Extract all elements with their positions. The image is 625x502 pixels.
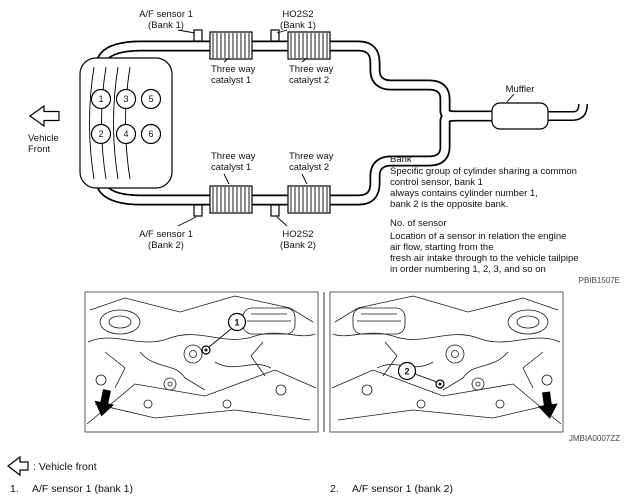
svg-text:bank 2 is the opposite bank.: bank 2 is the opposite bank. [390, 199, 509, 210]
svg-text:catalyst 1: catalyst 1 [211, 75, 252, 86]
svg-text:catalyst 2: catalyst 2 [289, 162, 330, 173]
ho2s2-bank1-marker [271, 30, 279, 41]
cylinder-4: 4 [123, 129, 129, 140]
svg-text:in order numbering 1, 2, 3, an: in order numbering 1, 2, 3, and so on [390, 264, 546, 275]
cylinder-1: 1 [98, 94, 104, 105]
bank-note-title: Bank [390, 154, 412, 165]
cylinder-2: 2 [98, 129, 104, 140]
vehicle-front-arrow-icon [30, 106, 59, 126]
svg-text:catalyst 1: catalyst 1 [211, 162, 252, 173]
figure-code-bottom: JMBIA0007ZZ [568, 434, 620, 443]
vehicle-front-label-line2: Front [28, 144, 51, 155]
cylinder-5: 5 [148, 94, 154, 105]
legend-item2-label: A/F sensor 1 (bank 2) [352, 483, 453, 495]
three-way-catalyst-2-bank1 [288, 32, 330, 59]
legend-item2-number: 2. [330, 483, 339, 495]
exhaust-schematic [28, 9, 620, 285]
legend [8, 457, 453, 495]
catalyst-2-top-label [289, 58, 334, 86]
muffler-label: Muffler [505, 84, 535, 95]
af-sensor-1-bank2-marker [194, 205, 202, 216]
svg-text:air flow, starting from the: air flow, starting from the [390, 242, 494, 253]
vehicle-front-indicator [28, 106, 59, 155]
svg-text:Three way: Three way [289, 64, 334, 75]
three-way-catalyst-1-bank2 [210, 186, 252, 213]
af-sensor-1-bank1-marker [194, 30, 202, 41]
photo-left-frame [85, 292, 318, 432]
engine-block [80, 58, 172, 188]
svg-text:A/F sensor 1: A/F sensor 1 [139, 229, 193, 240]
ho2s2-bank1-label [277, 9, 316, 33]
svg-text:always contains cylinder numbe: always contains cylinder number 1, [390, 188, 538, 199]
svg-text:HO2S2: HO2S2 [282, 229, 314, 240]
ho2s2-bank2-marker [271, 205, 279, 216]
catalyst-2-bottom-label [289, 151, 334, 184]
figure-code-top: PBIB1507E [578, 276, 620, 285]
svg-text:control sensor, bank 1: control sensor, bank 1 [390, 177, 483, 188]
three-way-catalyst-2-bank2 [288, 186, 330, 213]
cylinder-3: 3 [123, 94, 129, 105]
legend-vehicle-front: : Vehicle front [33, 461, 97, 473]
legend-item1-number: 1. [10, 483, 19, 495]
legend-item1-label: A/F sensor 1 (bank 1) [32, 483, 133, 495]
sensor-note-title: No. of sensor [390, 218, 447, 229]
three-way-catalyst-1-bank1 [210, 32, 252, 59]
svg-text:fresh air intake through to th: fresh air intake through to the vehicle tailpipe [390, 253, 579, 264]
vehicle-front-label-line1: Vehicle [28, 133, 59, 144]
svg-text:(Bank 1): (Bank 1) [280, 20, 316, 31]
svg-text:Location of a sensor in relati: Location of a sensor in relation the engine [390, 231, 567, 242]
svg-text:A/F sensor 1: A/F sensor 1 [139, 9, 193, 20]
svg-text:(Bank 2): (Bank 2) [280, 240, 316, 251]
photo-right-frame [330, 292, 563, 432]
svg-text:(Bank 2): (Bank 2) [148, 240, 184, 251]
catalyst-1-top-label [211, 58, 256, 86]
location-photos [85, 292, 620, 443]
svg-text:Three way: Three way [289, 151, 334, 162]
af-sensor-1-bank1-label [139, 9, 195, 33]
svg-text:(Bank 1): (Bank 1) [148, 20, 184, 31]
svg-text:Three way: Three way [211, 151, 256, 162]
notes-block [390, 154, 579, 275]
svg-text:1: 1 [234, 317, 240, 328]
svg-text:catalyst 2: catalyst 2 [289, 75, 330, 86]
svg-text:Specific group of cylinder sha: Specific group of cylinder sharing a common [390, 166, 577, 177]
vehicle-front-legend-arrow-icon [8, 457, 28, 475]
svg-text:HO2S2: HO2S2 [282, 9, 314, 20]
af-sensor-1-bank2-label [139, 217, 196, 251]
svg-text:2: 2 [404, 366, 410, 377]
cylinder-6: 6 [148, 129, 154, 140]
ho2s2-bank2-label [277, 217, 316, 251]
svg-text:Three way: Three way [211, 64, 256, 75]
muffler [492, 84, 548, 129]
catalyst-1-bottom-label [211, 151, 256, 184]
